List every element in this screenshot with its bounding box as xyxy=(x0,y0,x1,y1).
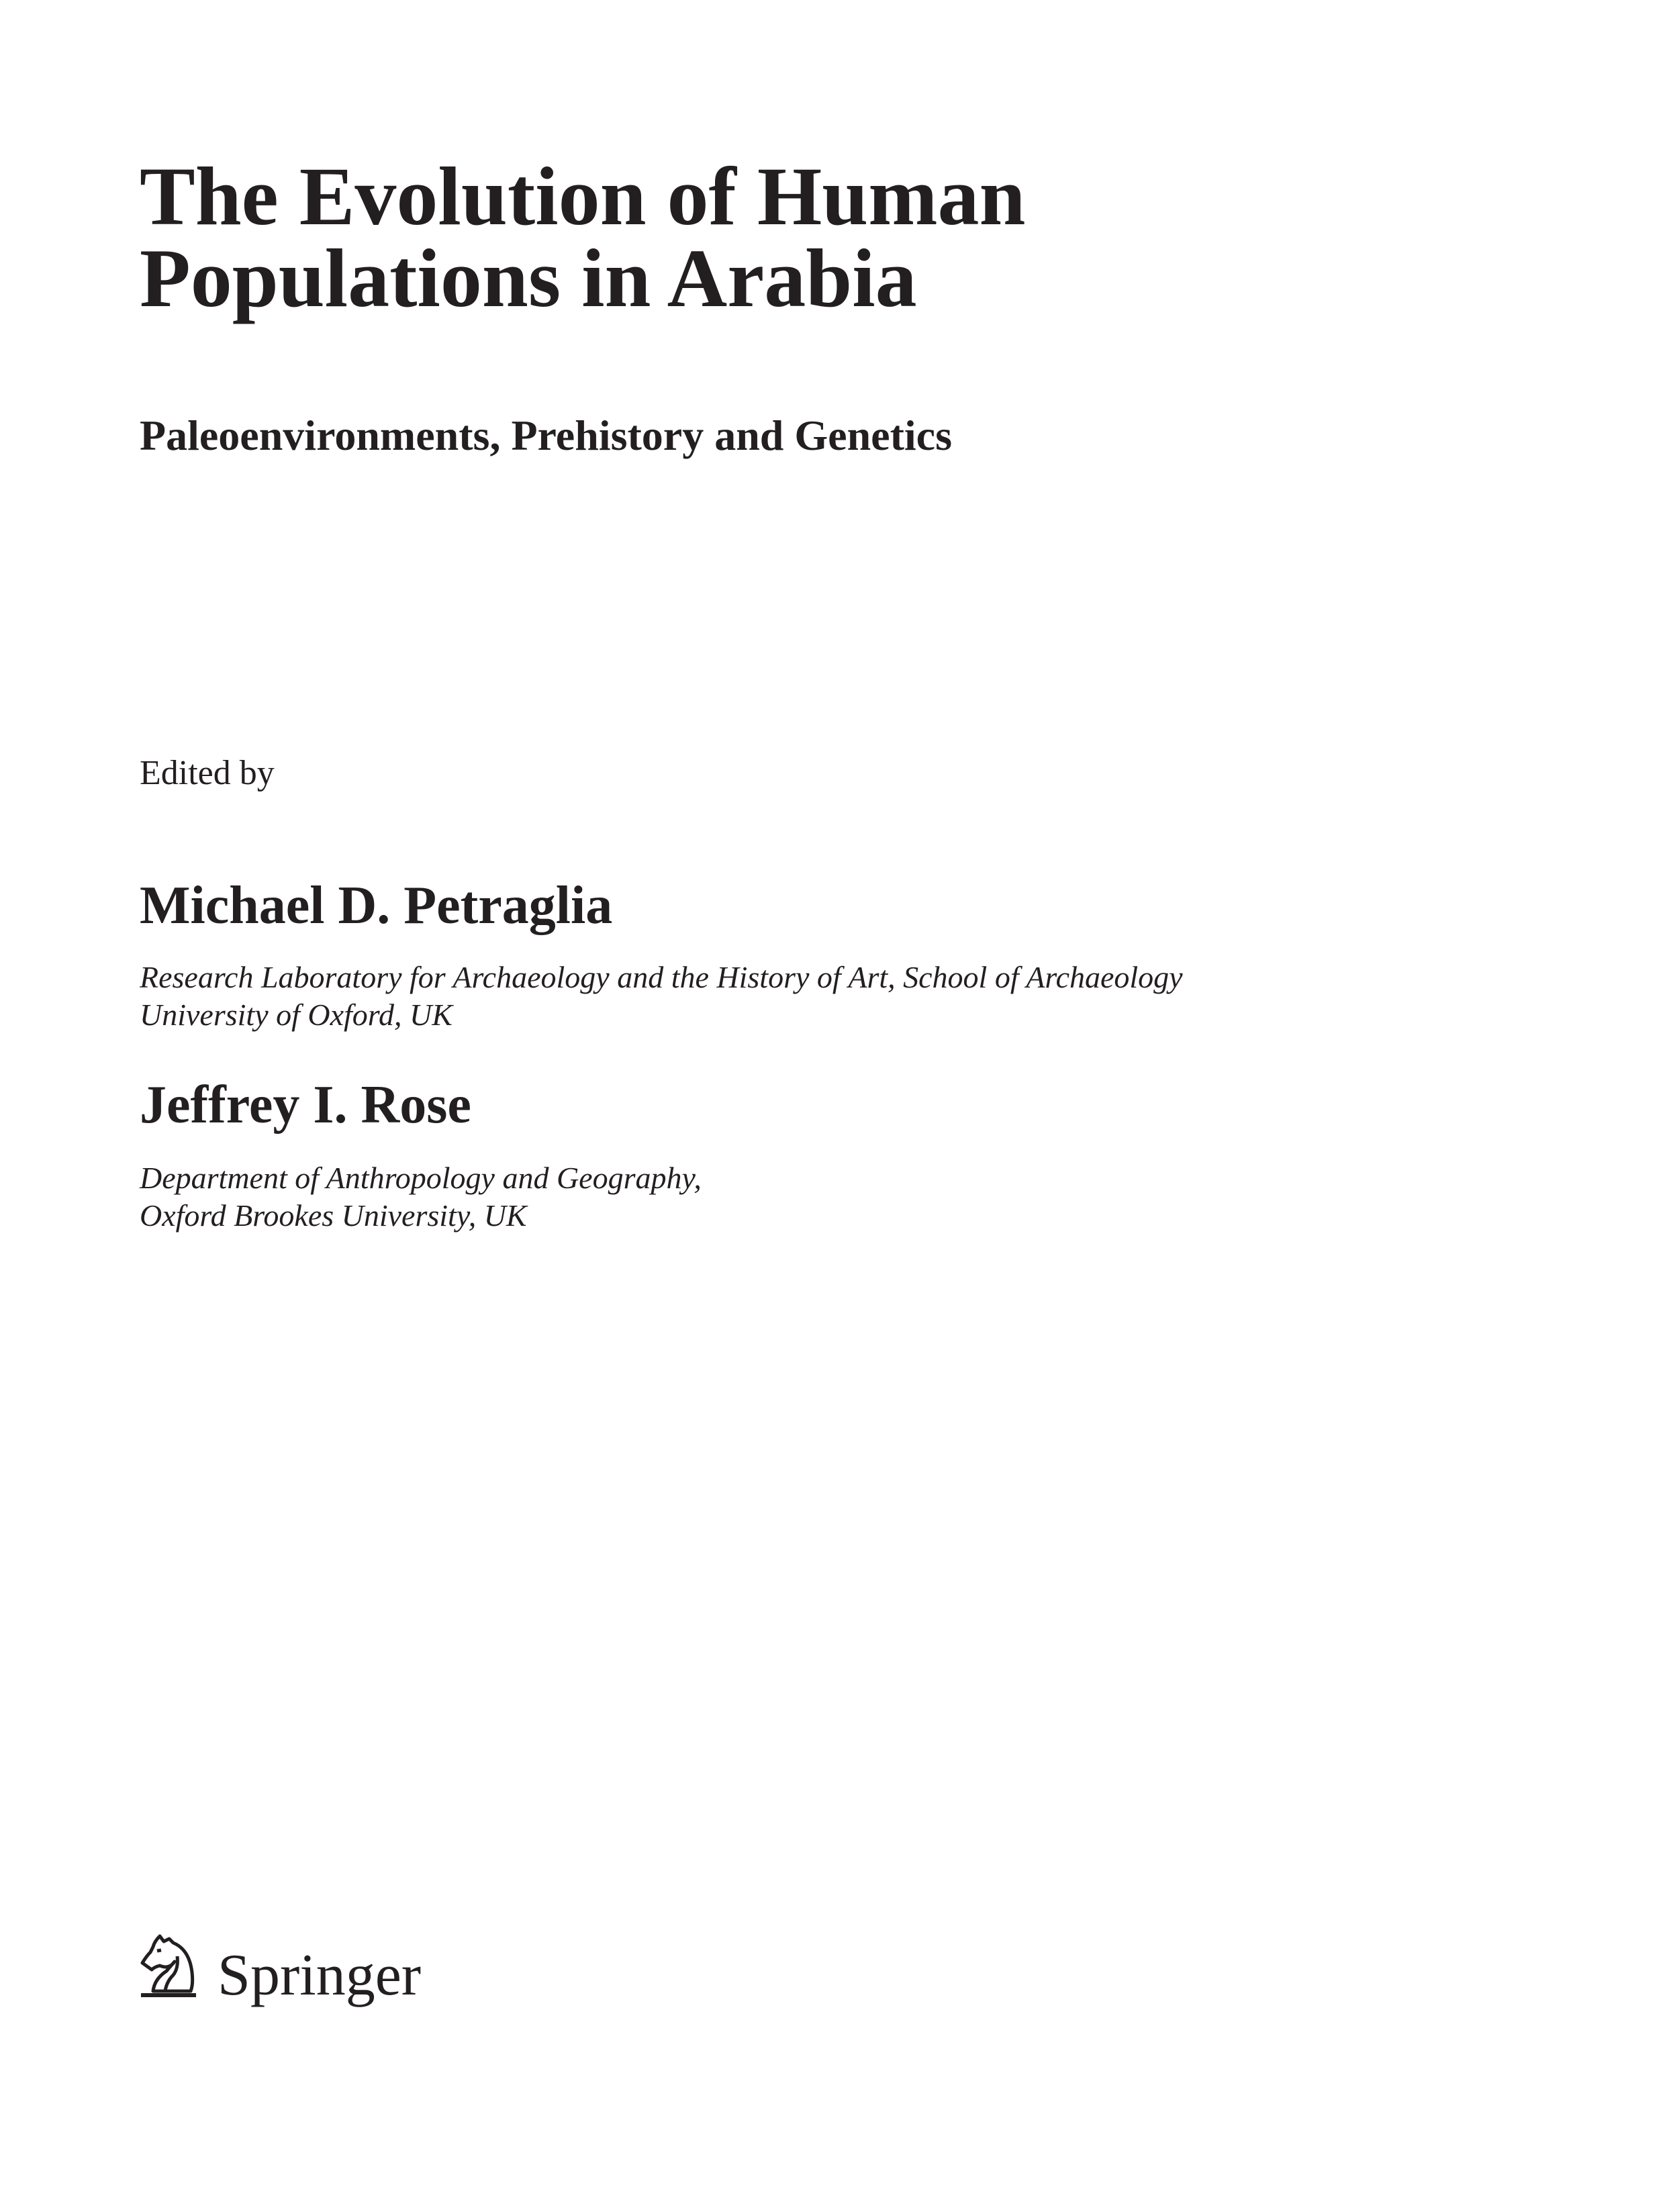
editor-affiliation: Oxford Brookes University, UK xyxy=(140,1198,527,1233)
editor-affiliation: University of Oxford, UK xyxy=(140,998,453,1032)
book-title-line-1: The Evolution of Human xyxy=(140,150,1026,242)
knight-horse-logo-icon xyxy=(140,1932,197,2001)
book-title-line-2: Populations in Arabia xyxy=(140,232,917,324)
edited-by-label: Edited by xyxy=(140,754,275,792)
editor-name: Michael D. Petraglia xyxy=(140,876,613,935)
book-subtitle: Paleoenvironments, Prehistory and Genetics xyxy=(140,412,952,459)
publisher-name: Springer xyxy=(218,1943,422,2008)
editor-name: Jeffrey I. Rose xyxy=(140,1075,471,1135)
publisher-logo xyxy=(140,1932,422,2008)
editor-affiliation: Department of Anthropology and Geography, xyxy=(140,1161,702,1195)
editor-affiliation: Research Laboratory for Archaeology and the History of Art, School of Archaeology xyxy=(140,960,1183,994)
